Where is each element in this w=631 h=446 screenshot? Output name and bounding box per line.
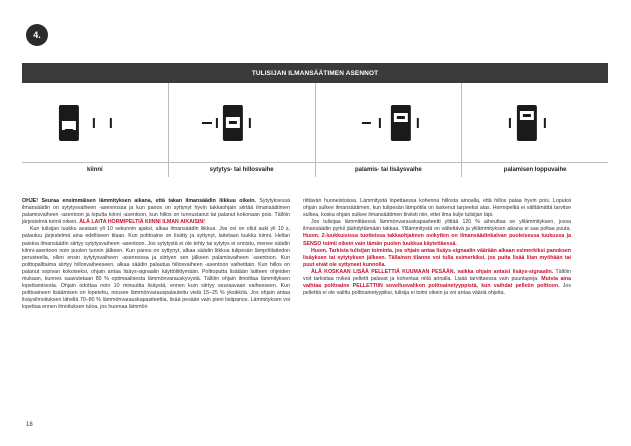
pellet-fuel-type-note: Muista aina vaihtaa polttoaine PELLETTIIN sovellusvalikon polttoainetyyppistä, kun vaihdat pelletin polttoon.	[303, 276, 571, 290]
air-regulator-positions-diagram	[22, 63, 608, 176]
ending-paragraph: riittävän huoneistoissa. Lämmitystä lopettaessa kohenna hillosta ainoalla, että hillos palaa hyvin pois. Lopuksi ohjain sulkee ilmansäätimen, kun tulipesän lämpötila on laskenut tarpeeksi alas. Hormipeltiä ei välttämättä tarvitse sulkea, koska ohjain sulkee ilmansäätimen tiiviisti niin, ettei ilma kulje tulisijan läpi.	[303, 198, 571, 219]
pellet-warning: ÄLÄ KOSKAAN LISÄÄ PELLETTIÄ KUUMAAN PESÄÄN, vaikka ohjain antaisi lisäys-signaalin.	[311, 268, 554, 275]
overheat-text: Jos tulisijaa lämmittäessä lämmönvarauskapasiteetti ylittää 120 % aiheuttaa se ylilämmityksen, jossa ilmansäädin pyrkii jäähdyttämään takkaa. Ylilämmitystä on vältettävä ja ylilämmityksen aikana ei saa poltaa puuta.	[303, 219, 571, 233]
stove-icon	[316, 83, 462, 162]
instruction-lead: OHJE! Seuraa ensimmäisen lämmityksen aikana, että takan ilmansäädin liikkuu oikein.	[22, 198, 256, 204]
position-ignition-illustration	[168, 83, 315, 162]
instruction-paragraph	[22, 198, 290, 226]
signal-check-note: Huom. Tarkista tulisijan toiminta, jos ohjain antaa lisäys-signaalin väärään aikaan esimerkiksi panoksen lisäyksen tai sytytyksen jälkeen. Tällainen tilanne voi tulla esimerkiksi, jos puita lisää liian myöhään tai puut eivät ole syttyneet kunnolla.	[303, 247, 571, 268]
stove-icon	[169, 83, 315, 162]
step-number-badge: 4.	[26, 24, 48, 46]
position-closed-illustration	[22, 83, 168, 162]
diagram-title: TULISIJAN ILMANSÄÄTIMEN ASENNOT	[22, 63, 608, 83]
text-column-right	[303, 198, 571, 297]
overheat-paragraph	[303, 219, 571, 247]
pellet-paragraph	[303, 269, 571, 297]
position-label-end-phase: palamisen loppuvaihe	[461, 163, 608, 177]
warning-damper: ÄLÄ LAITA HORMIPELTIÄ KIINNI ILMAN AIKAISIN!	[79, 219, 205, 226]
stove-icon	[462, 83, 608, 162]
operation-paragraph: Kun tulisijan luukku avataan yli 10 sekunnin ajaksi, alkaa ilmansäädin liikkua. Jos ovi on ollut auki yli 10 s, palautuu järjestelmä aina edelliseen tilaan. Kun polttoaine on lisätty ja syttynyt, laitetaan luukku kiinni. Hellan paistoa ilmansäädin siirtyy sytytysvaiheen -asentoon. Jos sytytystä ei ole tehty tai sytytys ei onnistu, menee säädin kiinni-asentoon noin puolen tunnin jälkeen. Kun panos on syttynyt, alkaa säädin liikkua tulipesän lämpötilatiedon perusteella, ollen ensin sytytysvaiheen -asennossa ja siirtyen sen jälkeen palamisvaiheen -asentoon. Kun polttopalttaima siirtyy hillosvaiheeseen, alkaa säädin palautua hillosvaiheen -asentoon vaiheittain. Kun hillos on palanut sopivan kokoiseksi, ohjain antaa lisäys-signaalin käyttöliittymään. Polttoputta lisätään laitteen ohjeiden mukaan, kunnes saavutetaan 80 % optimaalisesta lämmönvarauskyvystä. Tällöin ohjain ilmoittaa lämmityksen lopettamisesta. Ohjain odottaa noin 10 minuuttia lisäystä, ennen kuin siirtyy seuraavaan vaiheeseen. Kun polttoaineen lisäämisen on lopetettu, nousee lämmönvarauspalautettu vielä 15–25 % yksikköä. Jos ohjain antaa lisäysilmoituksen lähellä 70–80 % lämmönvarauskapasiteettia, lisää pesään vain pieni lisäpanos. Lämmityksen voi lopettaa ennen ilmoituksen tuloa, jos huomaa lämmön	[22, 226, 290, 311]
stove-icon	[22, 83, 168, 162]
position-label-ignition: sytytys- tai hillosvaihe	[168, 163, 315, 177]
page-number: 18	[26, 422, 33, 428]
position-end-phase-illustration	[461, 83, 608, 162]
two-door-note: Huom. 2-luukkuisissa tuotteissa takkaohjaimen ovikytkin on ilmansäädinkalvan puoleisessa luukussa ja SENSO toimii oikein vain tämän puolen luukkua käytettäessä.	[303, 233, 571, 247]
position-label-closed: kiinni	[87, 167, 103, 173]
text-column-left	[22, 198, 290, 312]
instruction-body: Sytytyksessä ilmansäädin on sytytysvaiheen -asennossa ja kun panos on syttynyt hyvin takkaohjain siirtää ilmansäätimen palamisvaiheen -asentoon ja lopulta kiinni -asentoon, kun hillos on tunnustanut tai palanut kokonaan pois. Tällöin järjestelmä toimii oikein.	[22, 198, 290, 226]
position-burning-illustration	[315, 83, 462, 162]
pellet-text-end: Jos pellettiä ei ole valittu polttoainetyypiksi, tulisija ei toimi oikein ja voi antaa vääriä ohjeita.	[303, 283, 571, 297]
position-label-burning: palamis- tai lisäysvaihe	[315, 163, 462, 177]
pellet-text: Tällöin voit tarkistaa mikeä pelletit palavat ja kohentaa niitä arinalla. Lisää tarvittaessa vain puunlapeja.	[303, 268, 571, 283]
